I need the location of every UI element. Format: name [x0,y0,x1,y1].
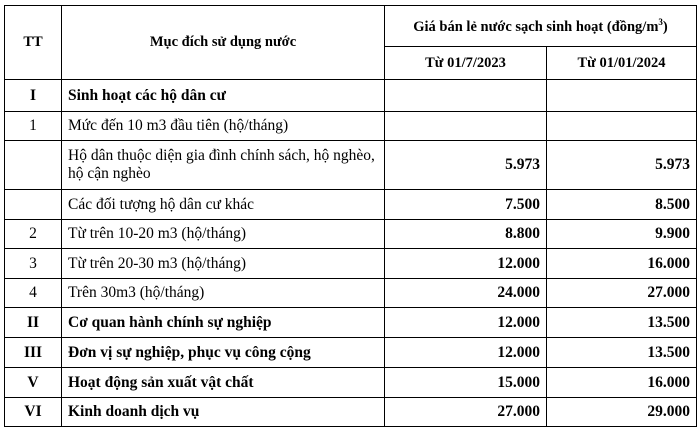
table-row [5,80,697,112]
row-tt: I [5,80,62,112]
table-row [5,190,697,220]
row-price-2023: 5.973 [385,141,547,190]
row-purpose: Đơn vị sự nghiệp, phục vụ công cộng [62,338,385,368]
row-purpose: Các đối tượng hộ dân cư khác [62,190,385,220]
row-price-2024: 13.500 [547,338,697,368]
row-purpose: Cơ quan hành chính sự nghiệp [62,308,385,338]
table-row [5,141,697,190]
row-price-2023: 15.000 [385,368,547,398]
row-price-2024: 5.973 [547,141,697,190]
table-row [5,368,697,398]
table-row [5,398,697,427]
row-purpose: Từ trên 10-20 m3 (hộ/tháng) [62,220,385,249]
row-purpose: Trên 30m3 (hộ/tháng) [62,279,385,308]
row-price-2024: 16.000 [547,249,697,279]
header-tt: TT [5,6,62,80]
table-row [5,220,697,249]
row-price-2024: 9.900 [547,220,697,249]
row-tt: 3 [5,249,62,279]
row-purpose: Hộ dân thuộc diện gia đình chính sách, hộ nghèo, hộ cận nghèo [62,141,385,190]
row-price-2024: 8.500 [547,190,697,220]
row-price-2024: 13.500 [547,308,697,338]
header-purpose: Mục đích sử dụng nước [62,6,385,80]
header-period-2023: Từ 01/7/2023 [385,47,547,80]
table-row [5,308,697,338]
row-purpose: Sinh hoạt các hộ dân cư [62,80,385,112]
row-tt: 1 [5,112,62,141]
row-price-2023 [385,112,547,141]
row-price-2024: 27.000 [547,279,697,308]
row-price-2023 [385,80,547,112]
row-tt: VI [5,398,62,427]
row-purpose: Mức đến 10 m3 đầu tiên (hộ/tháng) [62,112,385,141]
header-price-title [385,6,697,47]
header-row [5,6,697,47]
header-period-2024: Từ 01/01/2024 [547,47,697,80]
row-purpose: Kinh doanh dịch vụ [62,398,385,427]
row-tt: 2 [5,220,62,249]
table-row [5,112,697,141]
row-price-2024: 29.000 [547,398,697,427]
row-purpose: Từ trên 20-30 m3 (hộ/tháng) [62,249,385,279]
row-price-2023: 7.500 [385,190,547,220]
row-tt: 4 [5,279,62,308]
row-price-2023: 8.800 [385,220,547,249]
row-price-2024 [547,80,697,112]
row-tt: II [5,308,62,338]
header-price-title-text: Giá bán lẻ nước sạch sinh hoạt (đồng/m [413,18,659,35]
row-tt [5,141,62,190]
row-price-2023: 24.000 [385,279,547,308]
row-purpose: Hoạt động sản xuất vật chất [62,368,385,398]
row-price-2024: 16.000 [547,368,697,398]
row-price-2023: 12.000 [385,249,547,279]
water-price-table [4,5,697,427]
header-price-unit-sup: 3 [658,16,663,27]
row-tt: III [5,338,62,368]
row-tt [5,190,62,220]
row-price-2024 [547,112,697,141]
row-price-2023: 12.000 [385,308,547,338]
row-price-2023: 12.000 [385,338,547,368]
header-price-title-end: ) [662,18,668,35]
row-tt: V [5,368,62,398]
table-row [5,338,697,368]
row-price-2023: 27.000 [385,398,547,427]
table-row [5,249,697,279]
table-row [5,279,697,308]
